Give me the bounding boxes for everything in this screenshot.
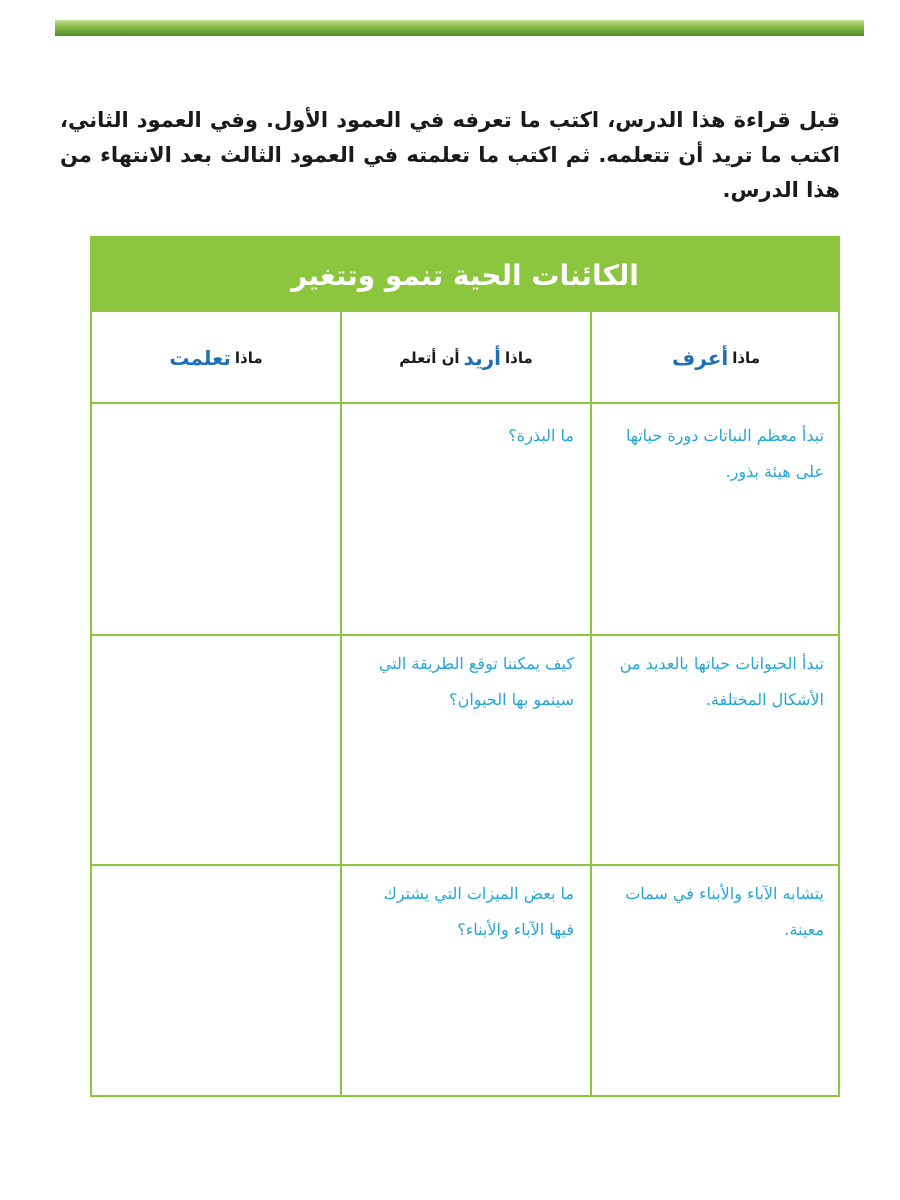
know-cell: تبدأ معظم النباتات دورة حياتها على هيئة بذور. (625, 426, 824, 481)
column-header-prefix: ماذا (504, 349, 533, 367)
column-header-know (592, 314, 840, 402)
kwl-chart (90, 236, 840, 1097)
know-cell: يتشابه الآباء والأبناء في سمات معينة. (625, 884, 824, 939)
row-divider (92, 634, 838, 636)
intro-instructions: قبل قراءة هذا الدرس، اكتب ما تعرفه في العمود الأول. وفي العمود الثاني، اكتب ما تريد أن تتعلمه. ثم اكتب ما تعلمته في العمود الثالث بعد الانتهاء من هذا الدرس. (60, 108, 840, 202)
column-header-want (342, 314, 590, 402)
kwl-chart-title: الكائنات الحية تنمو وتتغير (92, 238, 838, 312)
column-divider (590, 312, 592, 1095)
column-header-rest: أن أتعلم (399, 349, 460, 367)
column-header-prefix: ماذا (234, 349, 263, 367)
want-cell: كيف يمكننا توقع الطريقة التي سينمو بها الحيوان؟ (378, 654, 574, 709)
column-header-prefix: ماذا (732, 349, 760, 367)
row-divider (92, 864, 838, 866)
know-cell: تبدأ الحيوانات حياتها بالعديد من الأشكال المختلفة. (619, 654, 824, 709)
column-header-keyword: أعرف (672, 346, 729, 370)
column-header-learned (92, 314, 340, 402)
column-divider (340, 312, 342, 1095)
column-header-keyword: أريد (463, 346, 501, 370)
row-divider (92, 402, 838, 404)
column-header-keyword: تعلمت (169, 346, 231, 370)
want-cell: ما بعض الميزات التي يشترك فيها الآباء والأبناء؟ (383, 884, 574, 939)
top-decorative-bar (55, 20, 864, 36)
want-cell: ما البذرة؟ (508, 426, 574, 445)
